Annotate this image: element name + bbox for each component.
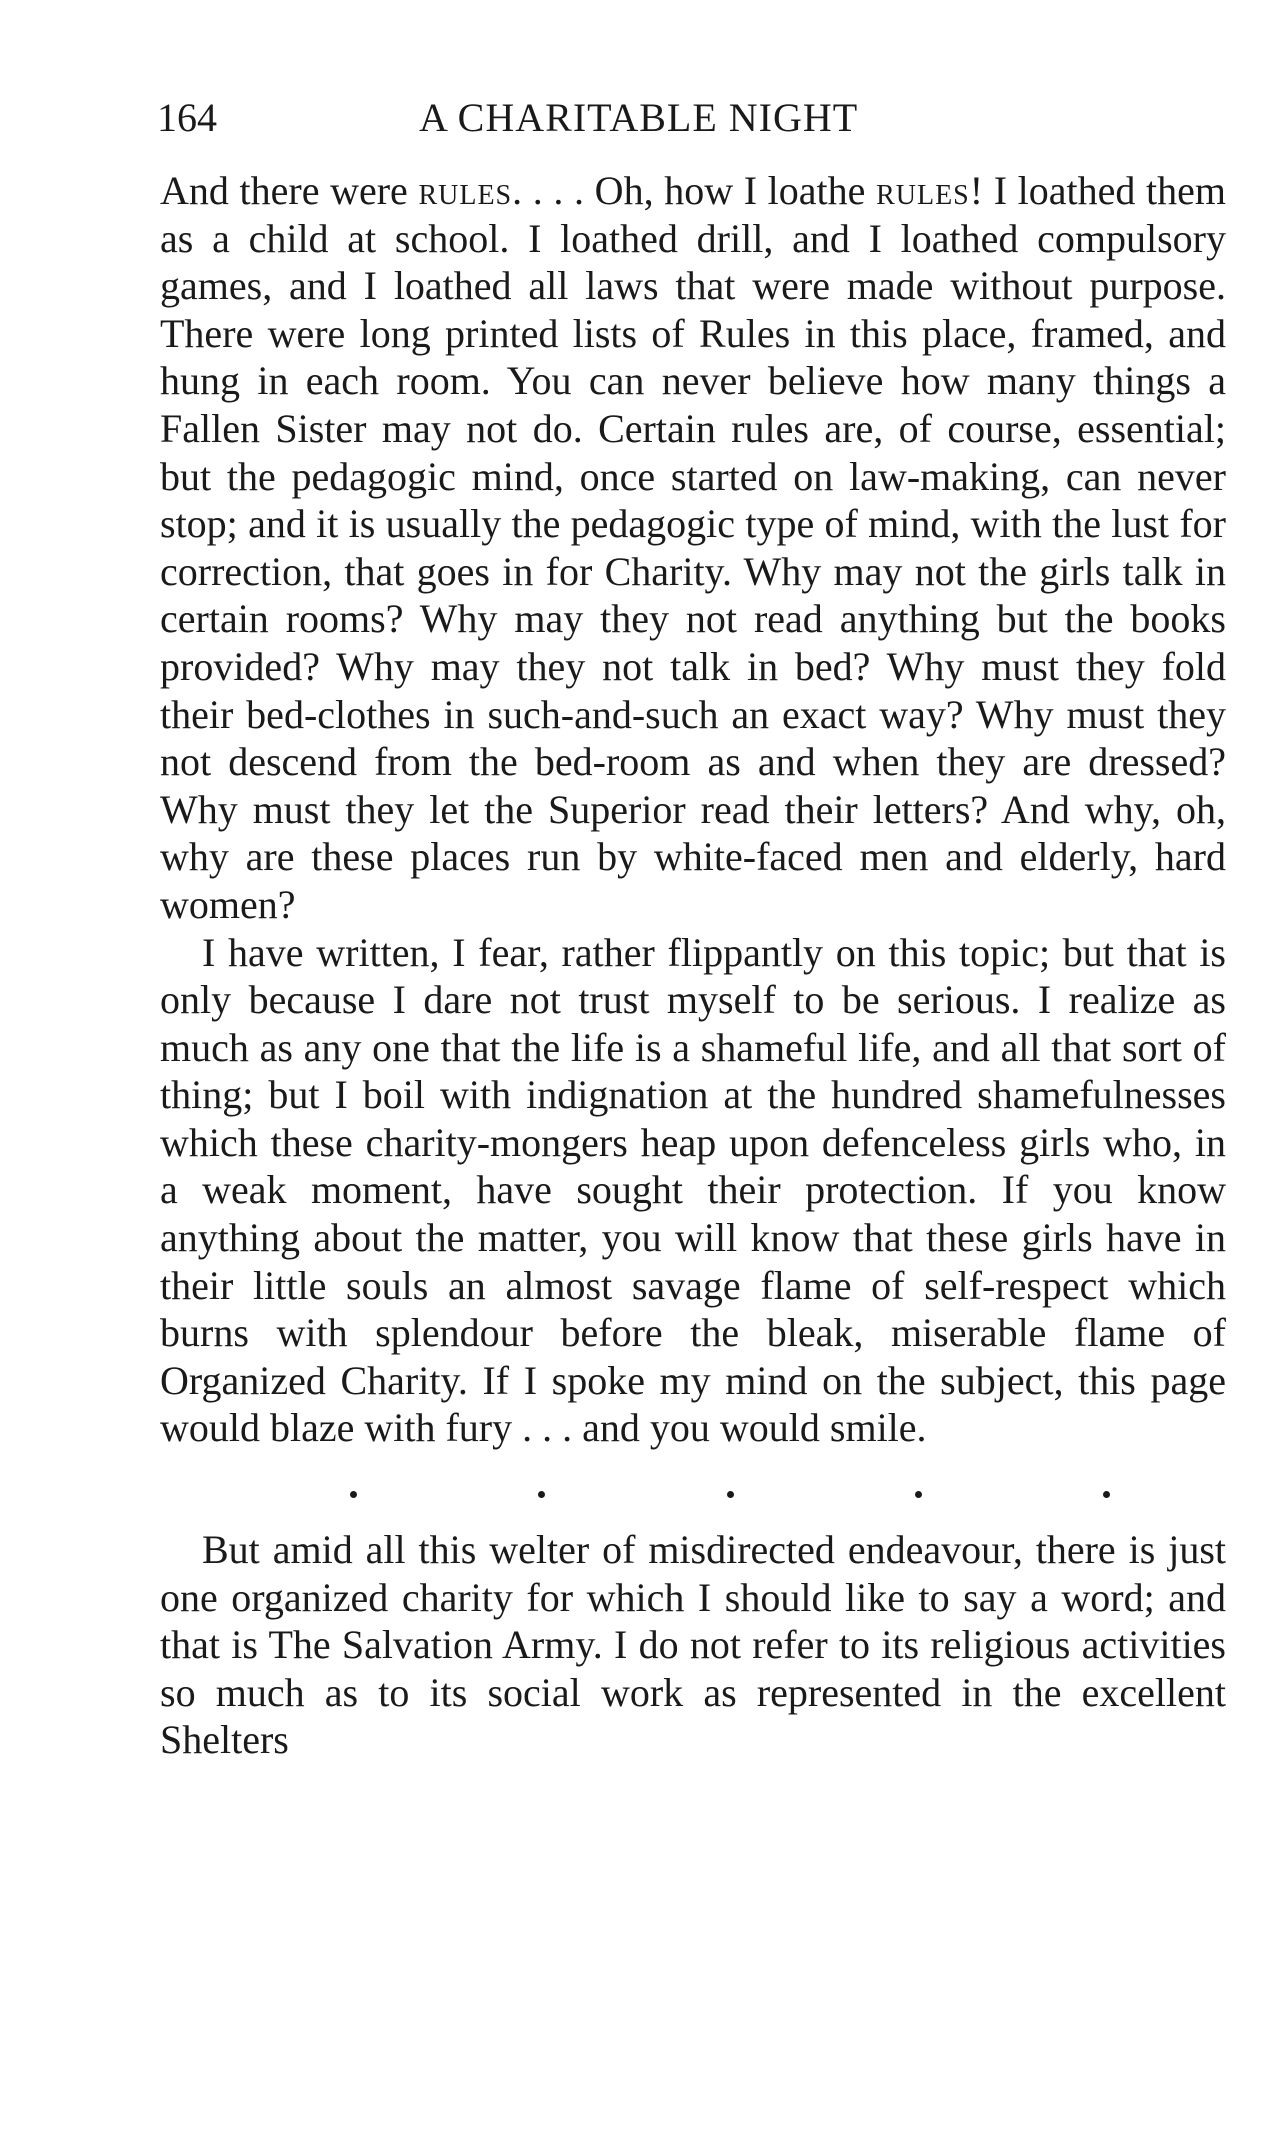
running-head xyxy=(157,88,1227,148)
paragraph-salvation-army: But amid all this welter of misdirected endeavour, there is just one organized charity for which I should like to say a word; and that is The Salvation Army. I do not refer to its religious activities so much as to its social work as represented in the excellent Shelters xyxy=(160,1527,1226,1763)
small-caps-rules-1: rules xyxy=(418,168,513,213)
paragraph-rules-text-2: . . . . Oh, how I loathe xyxy=(512,168,877,213)
section-break-dot xyxy=(915,1491,922,1498)
section-break-dot xyxy=(538,1491,545,1498)
running-title: A CHARITABLE NIGHT xyxy=(419,95,859,140)
section-break-dot xyxy=(350,1491,357,1498)
paragraph-flippantly: I have written, I fear, rather flippantly on this topic; but that is only because I dare not trust myself to be serious. I realize as much as any one that the life is a shameful life, and all that sort of thing; but I boil with indignation at the hundred shamefulnesses which these charity-mongers heap upon defenceless girls who, in a weak moment, have sought their protection. If you know anything about the matter, you will know that these girls have in their little souls an almost savage flame of self-respect which burns with splendour before the bleak, miserable flame of Organized Charity. If I spoke my mind on the subject, this page would blaze with fury . . . and you would smile. xyxy=(160,929,1226,1451)
section-break-dots xyxy=(350,1484,1110,1504)
page-number: 164 xyxy=(157,95,217,140)
section-break-dot xyxy=(727,1491,734,1498)
body-text xyxy=(160,167,1226,1764)
small-caps-rules-2: rules xyxy=(876,168,970,213)
paragraph-rules-text-3: ! I loathed them as a child at school. I loathed drill, and I loathed compulsory games, and I loathed all laws that were made without purpose. There were long printed lists of Rules in this place, framed, and hung in each room. You can never believe how many things a Fallen Sister may not do. Certain rules are, of course, essential; but the pedagogic mind, once started on law-making, can never stop; and it is usually the pedagogic type of mind, with the lust for correction, that goes in for Charity. Why may not the girls talk in certain rooms? Why may they not read anything but the books provided? Why may they not talk in bed? Why must they fold their bed-clothes in such-and-such an exact way? Why must they not descend from the bed-room as and when they are dressed? Why must they let the Superior read their letters? And why, oh, why are these places run by white-faced men and elderly, hard women? xyxy=(160,168,1227,927)
paragraph-rules-text-1: And there were xyxy=(160,168,419,213)
paragraph-rules xyxy=(160,167,1226,929)
section-break-dot xyxy=(1103,1491,1110,1498)
